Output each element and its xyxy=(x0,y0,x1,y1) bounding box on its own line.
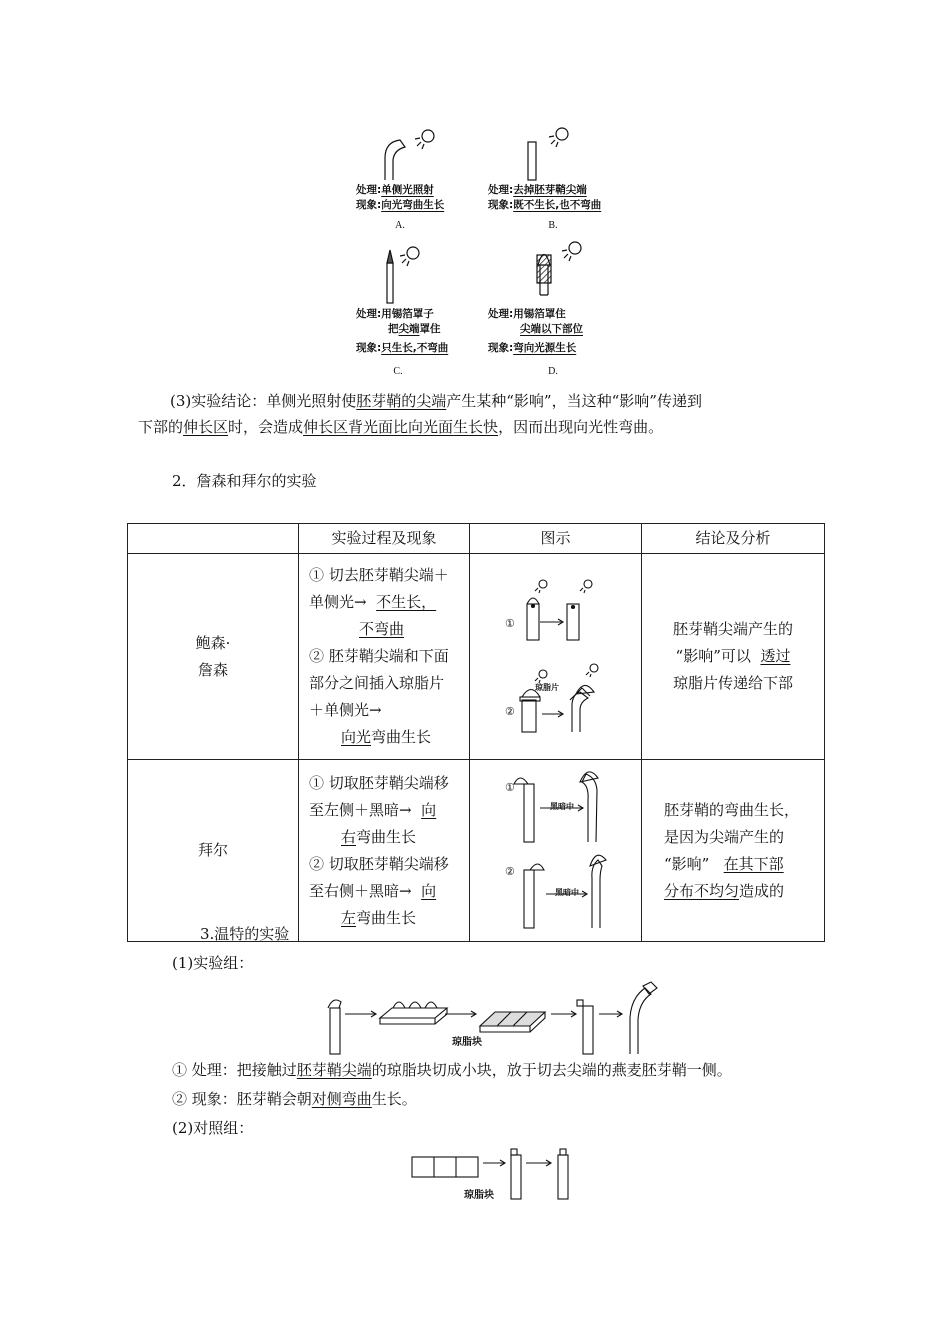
table-row xyxy=(128,760,825,942)
section2-title: 2．詹森和拜尔的实验 xyxy=(172,472,317,490)
header-cell xyxy=(128,524,299,554)
light-icon xyxy=(535,580,547,593)
conclusion-paragraph: (3)实验结论：单侧光照射使胚芽鞘的尖端产生某种“影响”，当这种“影响”传递到 下部的伸长区时，会造成伸长区背光面比向光面生长快，因而出现向光性弯曲。 xyxy=(138,392,702,436)
foil-sleeve-d xyxy=(537,255,551,283)
letter-b: B. xyxy=(548,220,558,231)
letter-a: A. xyxy=(395,220,405,231)
step-phenomenon: ② 现象：胚芽鞘会朝对侧弯曲生长。 xyxy=(172,1090,417,1108)
coleoptile-b xyxy=(528,142,536,180)
coleoptile-c xyxy=(387,263,393,303)
paal-figure xyxy=(470,760,642,932)
caption-c: 处理:用锡箔罩子 把尖端罩住 现象:只生长,不弯曲 xyxy=(356,308,449,354)
table-header-row xyxy=(128,524,825,554)
figure-number: ① xyxy=(505,617,515,630)
caption-a: 处理:单侧光照射 现象:向光弯曲生长 xyxy=(356,184,445,211)
step-treatment: ① 处理：把接触过胚芽鞘尖端的琼脂块切成小块，放于切去尖端的燕麦胚芽鞘一侧。 xyxy=(172,1061,732,1079)
process-cell: ① 切取胚芽鞘尖端移 至左侧＋黑暗→ 向 右弯曲生长 ② 切取胚芽鞘尖端移 至右侧＋黑暗→ 向 左弯曲生长 xyxy=(299,760,470,942)
light-source-a-icon xyxy=(415,130,434,149)
coleoptile-a xyxy=(385,140,405,180)
boysen-jensen-figure xyxy=(470,554,642,750)
scientist-name: 拜尔 xyxy=(128,760,299,942)
letter-c: C. xyxy=(393,366,403,377)
caption-b: 处理:去掉胚芽鞘尖端 现象:既不生长,也不弯曲 xyxy=(488,184,602,211)
caption-d: 处理:用锡箔罩住 尖端以下部位 现象:弯向光源生长 xyxy=(488,308,583,354)
light-source-b-icon xyxy=(549,128,568,147)
figure-number: ② xyxy=(505,705,515,718)
light-source-d-icon xyxy=(562,242,581,261)
conclusion-cell: 胚芽鞘的弯曲生长， 是因为尖端产生的 “影响” 在其下部 分布不均匀造成的 xyxy=(642,760,825,942)
control-group-title: (2)对照组： xyxy=(172,1119,254,1137)
figure-number: ① xyxy=(505,781,515,794)
process-cell: ① 切去胚芽鞘尖端＋ 单侧光→ 不生长， 不弯曲 ② 胚芽鞘尖端和下面 部分之间插入琼脂片 ＋单侧光→ 向光弯曲生长 xyxy=(299,554,470,760)
control-agar-label: 琼脂块 xyxy=(464,1190,494,1201)
figure-number: ② xyxy=(505,865,515,878)
header-cell: 结论及分析 xyxy=(642,524,825,554)
dark-label: 黑暗中 xyxy=(555,888,579,897)
light-source-c-icon xyxy=(400,247,419,266)
section3-title: 3.温特的实验 xyxy=(200,925,290,943)
foil-cap-c xyxy=(387,250,393,263)
header-cell: 实验过程及现象 xyxy=(299,524,470,554)
experiment-table xyxy=(127,523,825,942)
light-icon xyxy=(586,664,598,677)
table-row xyxy=(128,554,825,760)
experiment-group-title: (1)实验组： xyxy=(172,954,254,972)
figure-cell xyxy=(470,760,642,942)
went-experiment-figure xyxy=(325,978,675,1056)
header-cell: 图示 xyxy=(470,524,642,554)
letter-d: D. xyxy=(548,366,558,377)
conclusion-cell: 胚芽鞘尖端产生的 “影响”可以 透过 琼脂片传递给下部 xyxy=(642,554,825,760)
agar-block-label: 琼脂块 xyxy=(452,1037,482,1048)
dark-label: 黑暗中 xyxy=(550,802,574,811)
figure-cell xyxy=(470,554,642,760)
scientist-name: 鲍森· 詹森 xyxy=(128,554,299,760)
agar-sheet-label: 琼脂片 xyxy=(535,683,559,692)
light-icon xyxy=(580,580,592,593)
